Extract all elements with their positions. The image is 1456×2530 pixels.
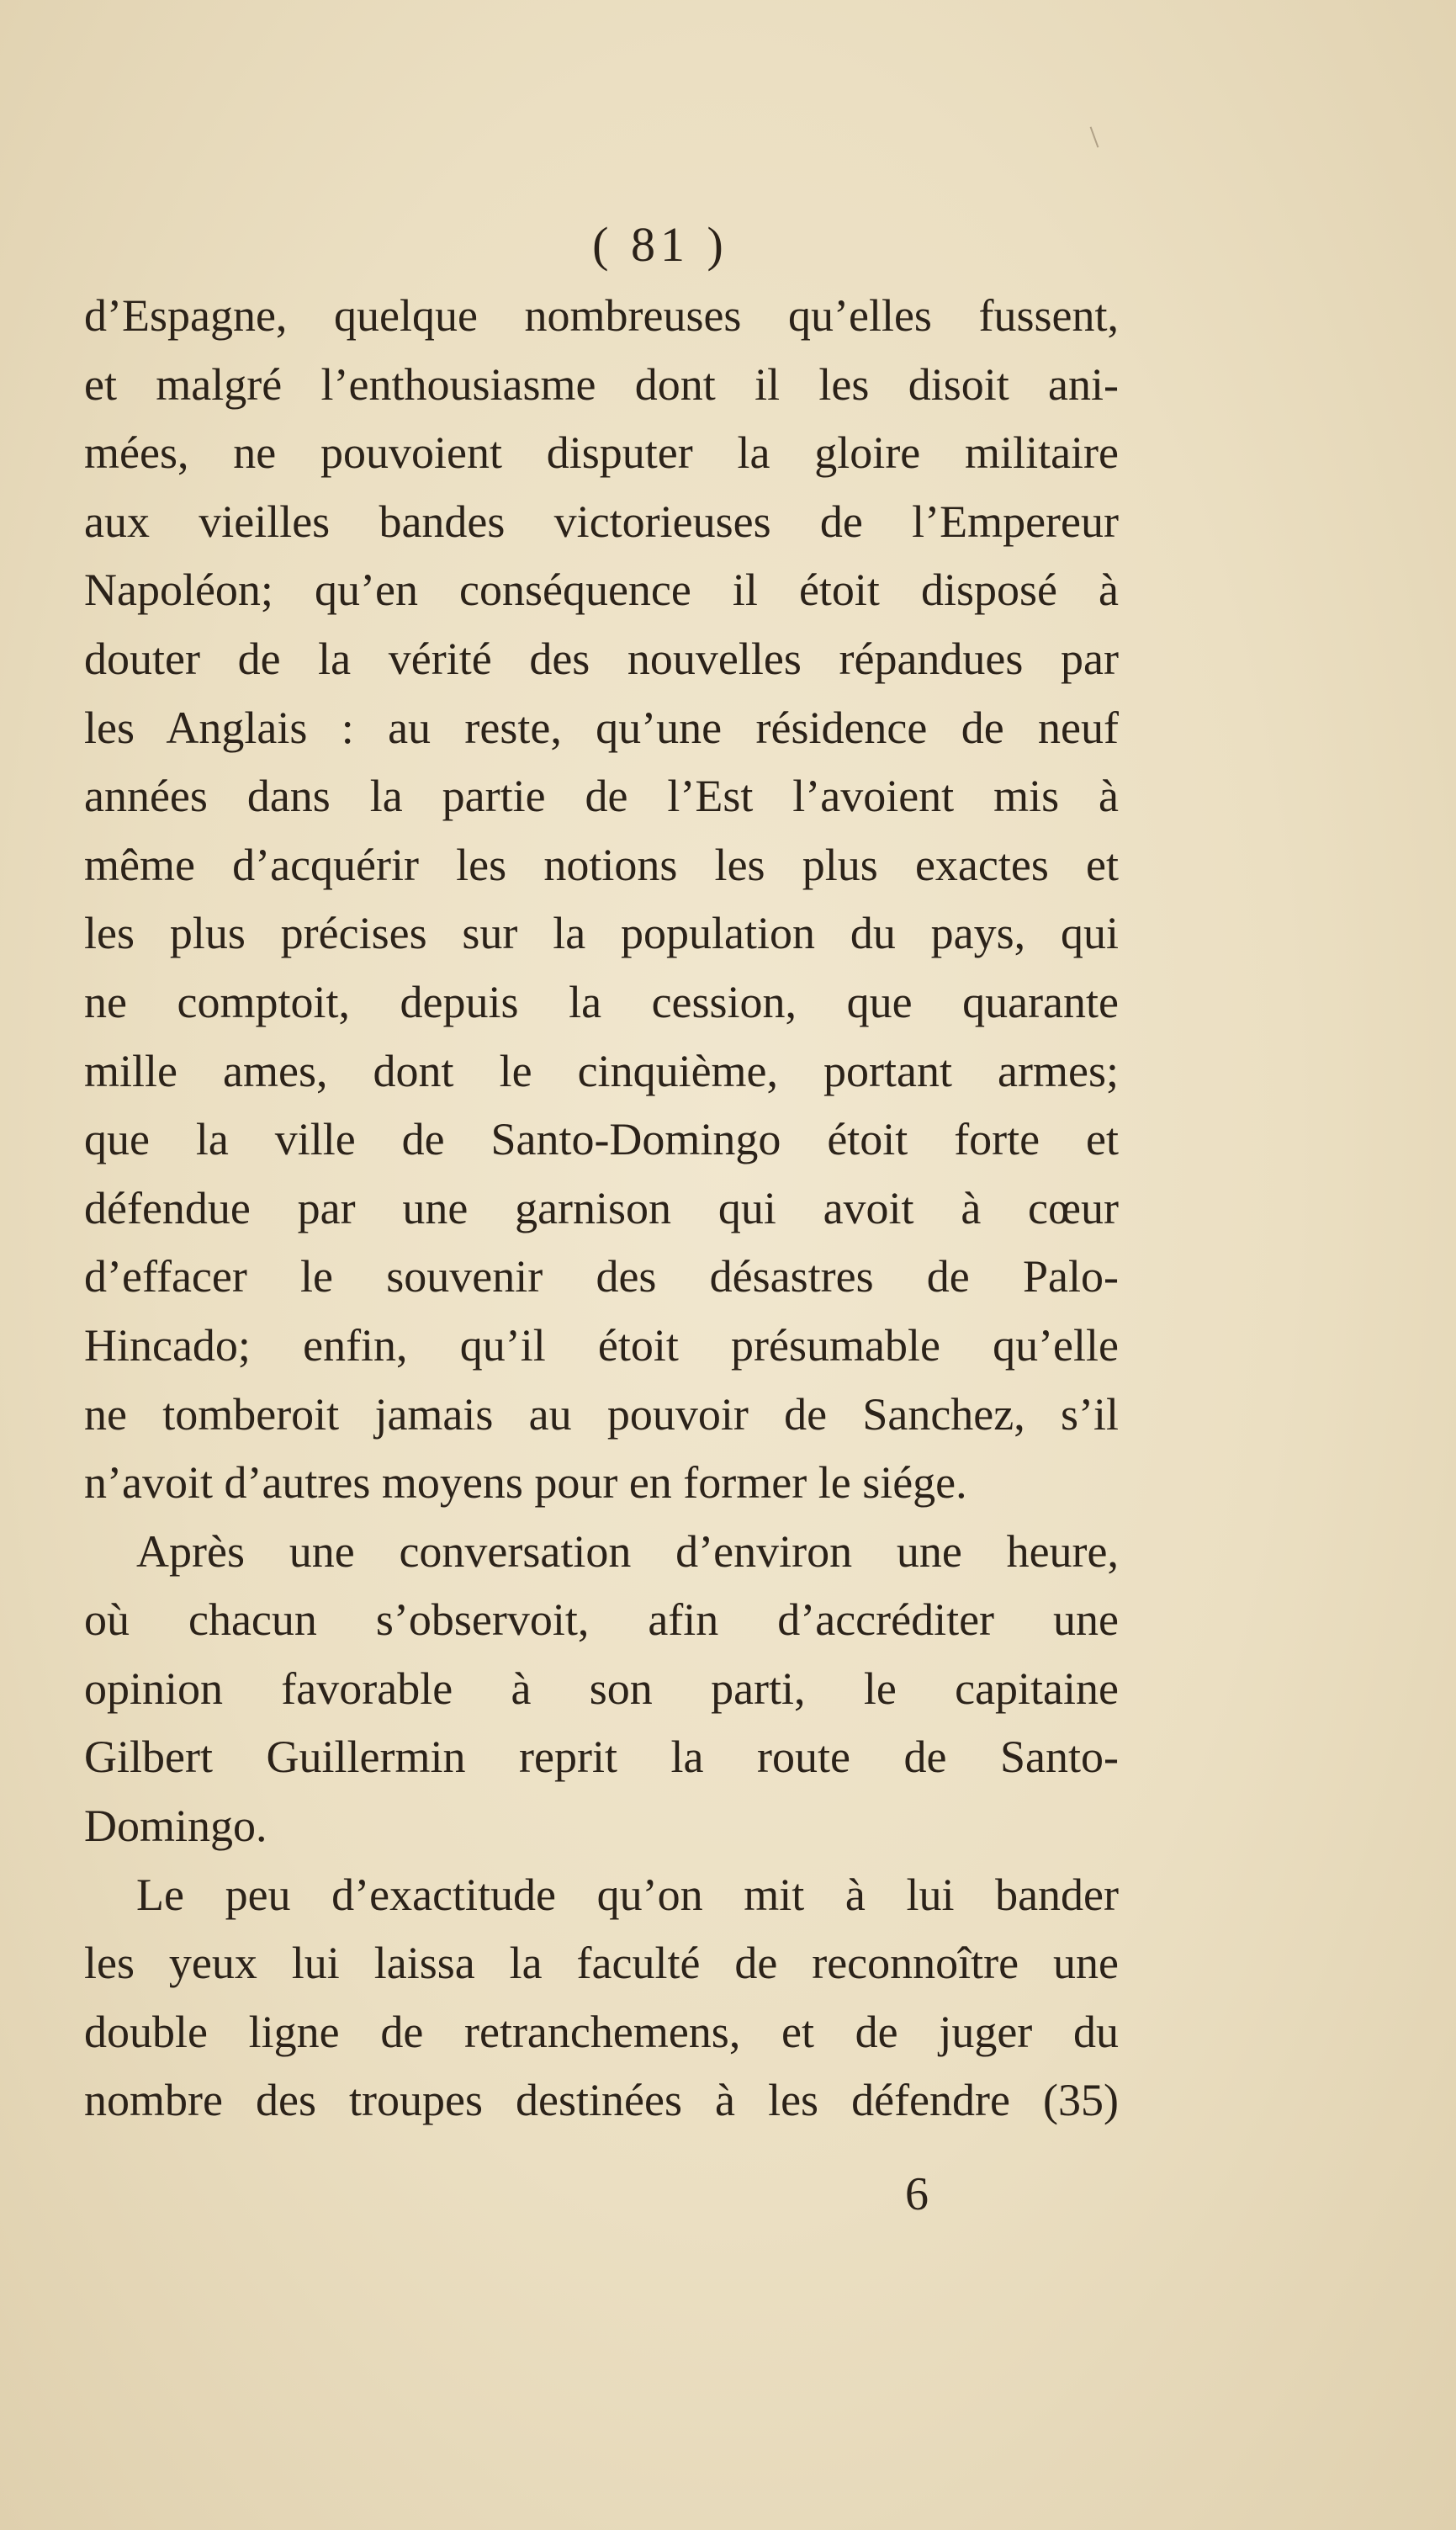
text-line: Hincado; enfin, qu’il étoit présumable qu’elle bbox=[84, 1319, 1119, 1371]
text-line: nombre des troupes destinées à les défendre (35) bbox=[84, 2075, 1119, 2126]
text-line: Le peu d’exactitude qu’on mit à lui bander bbox=[136, 1869, 1119, 1920]
text-line: double ligne de retranchemens, et de juger du bbox=[84, 2006, 1119, 2057]
text-line: Après une conversation d’environ une heure, bbox=[136, 1525, 1119, 1577]
signature-mark: 6 bbox=[905, 2168, 929, 2220]
text-line: les Anglais : au reste, qu’une résidence de neuf bbox=[84, 702, 1119, 753]
text-line: ne tomberoit jamais au pouvoir de Sanchez, s’il bbox=[84, 1388, 1119, 1440]
text-line: défendue par une garnison qui avoit à cœur bbox=[84, 1182, 1119, 1233]
text-line: mille ames, dont le cinquième, portant armes; bbox=[84, 1045, 1119, 1096]
text-line: aux vieilles bandes victorieuses de l’Empereur bbox=[84, 496, 1119, 547]
text-line: années dans la partie de l’Est l’avoient mis à bbox=[84, 771, 1119, 822]
text-line: Gilbert Guillermin reprit la route de Santo- bbox=[84, 1732, 1119, 1783]
text-line: douter de la vérité des nouvelles répandues par bbox=[84, 633, 1119, 684]
text-line: les yeux lui laissa la faculté de reconnoître une bbox=[84, 1938, 1119, 1989]
text-line: où chacun s’observoit, afin d’accréditer une bbox=[84, 1594, 1119, 1646]
ink-speck bbox=[1090, 126, 1099, 147]
text-line: Napoléon; qu’en conséquence il étoit disposé à bbox=[84, 565, 1119, 616]
text-line: d’effacer le souvenir des désastres de Palo- bbox=[84, 1251, 1119, 1302]
text-line: opinion favorable à son parti, le capitaine bbox=[84, 1663, 1119, 1714]
text-line: n’avoit d’autres moyens pour en former le siége. bbox=[84, 1457, 967, 1509]
page-number: ( 81 ) bbox=[592, 217, 728, 272]
body-text bbox=[84, 282, 1119, 2135]
text-line: même d’acquérir les notions les plus exactes et bbox=[84, 839, 1119, 890]
text-line: d’Espagne, quelque nombreuses qu’elles fussent, bbox=[84, 290, 1119, 341]
text-line: que la ville de Santo-Domingo étoit forte et bbox=[84, 1114, 1119, 1165]
text-line: mées, ne pouvoient disputer la gloire militaire bbox=[84, 427, 1119, 479]
text-line: ne comptoit, depuis la cession, que quarante bbox=[84, 976, 1119, 1027]
text-line: et malgré l’enthousiasme dont il les disoit ani- bbox=[84, 358, 1119, 410]
text-line: Domingo. bbox=[84, 1801, 267, 1852]
text-line: les plus précises sur la population du pays, qui bbox=[84, 908, 1119, 959]
